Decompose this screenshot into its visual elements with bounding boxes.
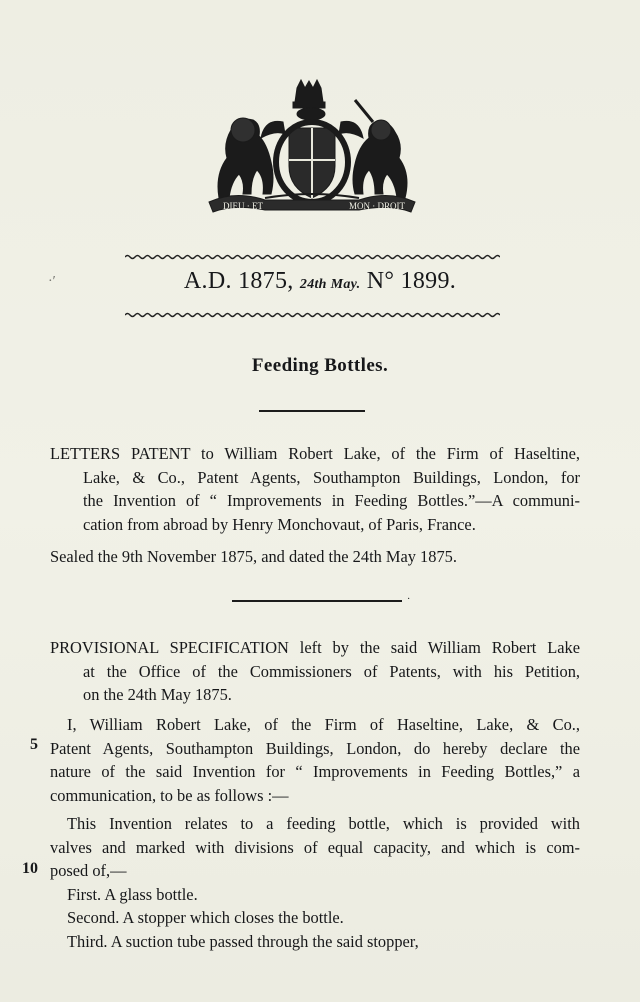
text-line: communication, to be as follows :— <box>50 785 289 805</box>
patent-dateline <box>0 268 640 295</box>
text-line: at the Office of the Commissioners of Patents, with his Petition, <box>83 661 580 681</box>
list-item-second: Second. A stopper which closes the bottle. <box>67 908 344 927</box>
text-line: Patent Agents, Southampton Buildings, London, do hereby declare the <box>50 738 580 758</box>
rule-dot: · <box>407 594 411 605</box>
text-line: I, William Robert Lake, of the Firm of Haseltine, Lake, & Co., <box>67 715 580 734</box>
text-line: cation from abroad by Henry Monchovaut, of Paris, France. <box>83 514 476 534</box>
wavy-rule-bottom <box>125 312 500 318</box>
text-line: LETTERS PATENT to William Robert Lake, of the Firm of Haseltine, <box>50 444 580 463</box>
declaration-paragraph <box>50 713 580 807</box>
divider-rule <box>259 410 365 412</box>
margin-mark: ·′ <box>48 274 56 289</box>
text-line: valves and marked with divisions of equal capacity, and which is com- <box>50 837 580 857</box>
year-text: A.D. 1875, <box>183 268 294 294</box>
wavy-rule-top <box>125 254 500 260</box>
svg-text:MON · DROIT: MON · DROIT <box>349 201 405 211</box>
date-text: 24th May. <box>299 277 361 292</box>
text-line: posed of,— <box>50 861 127 880</box>
page-title: Feeding Bottles. <box>251 355 389 376</box>
line-number-10: 10 <box>22 860 38 877</box>
sealed-line: Sealed the 9th November 1875, and dated the 24th May 1875. <box>50 547 457 566</box>
list-item-first: First. A glass bottle. <box>67 884 198 904</box>
text-line: This Invention relates to a feeding bottle, which is provided with <box>67 814 580 833</box>
invention-paragraph <box>50 812 580 953</box>
sealed-paragraph <box>50 545 580 569</box>
svg-text:DIEU · ET: DIEU · ET <box>223 201 263 211</box>
text-line: Lake, & Co., Patent Agents, Southampton Buildings, London, for <box>83 467 580 487</box>
text-line: on the 24th May 1875. <box>83 685 232 704</box>
text-line: nature of the said Invention for “ Improvements in Feeding Bottles,” a <box>50 762 580 781</box>
patent-number: N° 1899. <box>366 268 457 294</box>
text-line: the Invention of “ Improvements in Feeding Bottles.”—A communi- <box>83 491 580 510</box>
list-item-third: Third. A suction tube passed through the said stopper, <box>67 931 419 951</box>
divider-rule <box>232 600 402 602</box>
provisional-paragraph <box>50 636 580 707</box>
line-number-5: 5 <box>30 736 38 753</box>
royal-coat-of-arms-icon <box>205 78 419 216</box>
text-line: PROVISIONAL SPECIFICATION left by the said William Robert Lake <box>50 638 580 657</box>
letters-patent-paragraph <box>50 442 580 536</box>
